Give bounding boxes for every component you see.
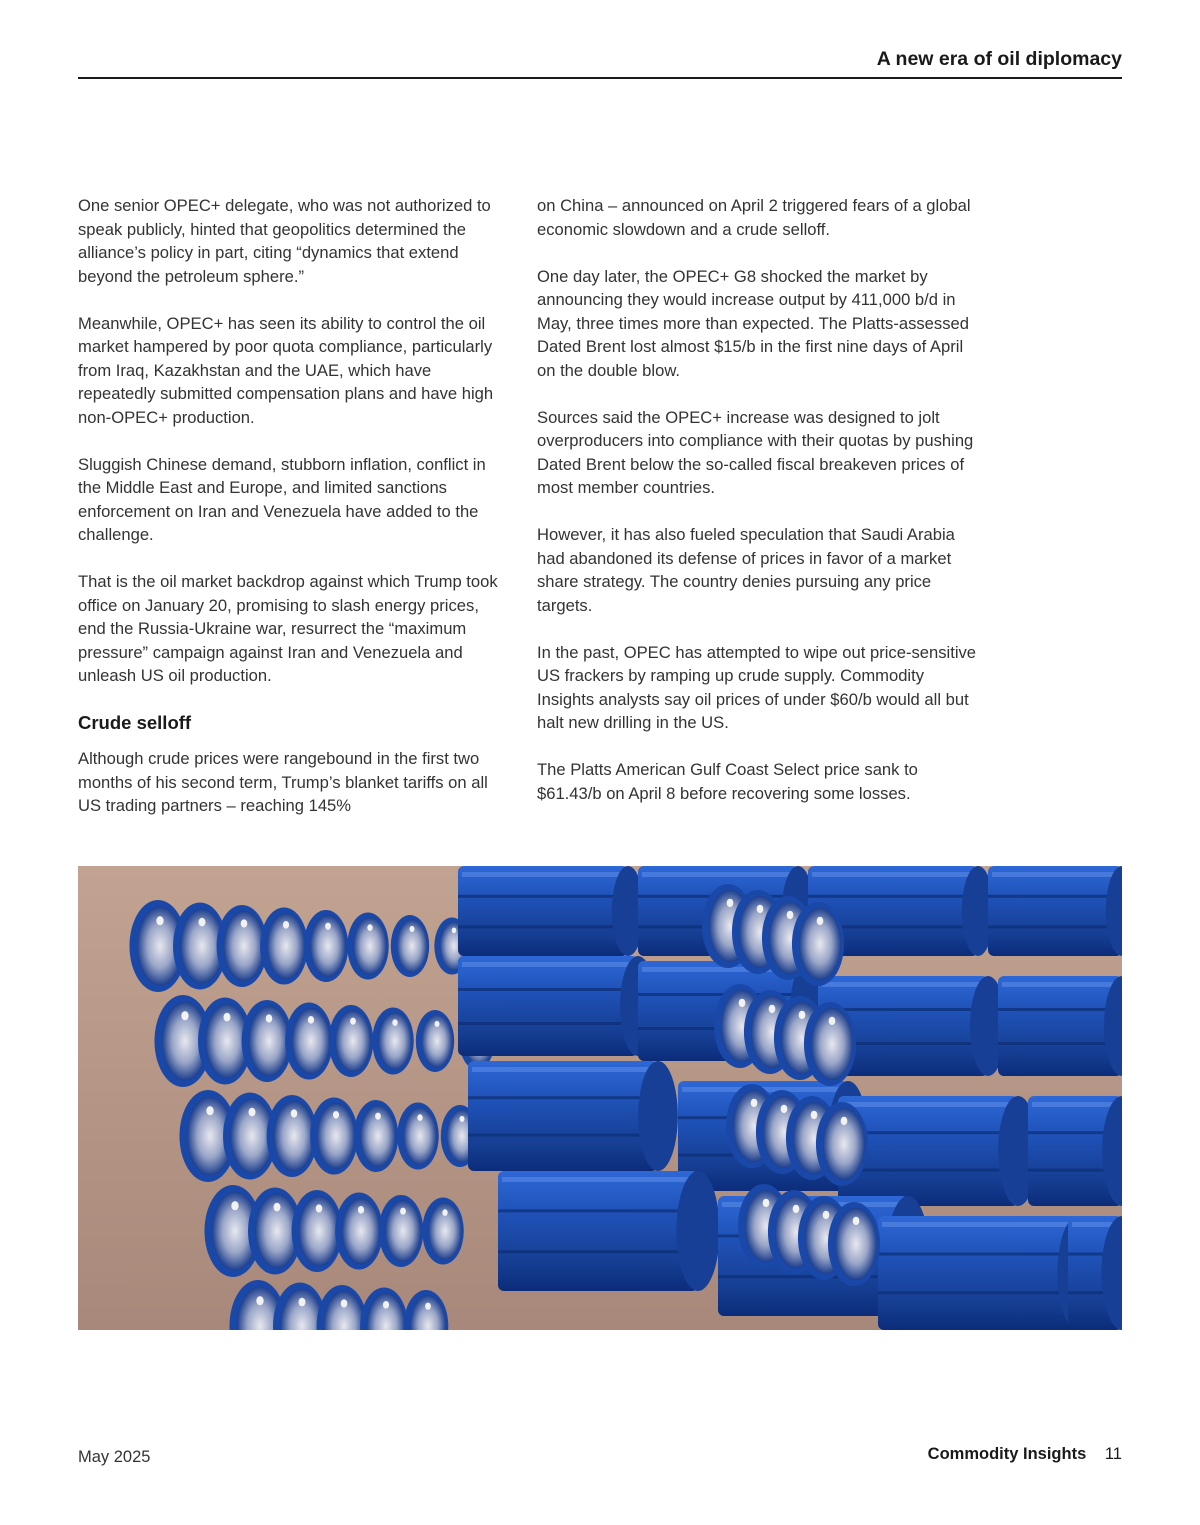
section-title: A new era of oil diplomacy xyxy=(876,48,1122,70)
barrel-end xyxy=(217,905,268,987)
paragraph: Meanwhile, OPEC+ has seen its ability to control the oil market hampered by poor quota compliance, particularly from Iraq, Kazakhstan and the UAE, which have repeatedly submitted compensation plans and have high non-OPEC+ production. xyxy=(78,313,494,427)
barrel-end xyxy=(347,913,389,980)
footer-brand xyxy=(928,1445,1122,1464)
barrel-end xyxy=(422,1198,464,1265)
paragraph: However, it has also fueled speculation that Saudi Arabia had abandoned its defense of prices in favor of a market share strategy. The country denies pursuing any price targets. xyxy=(537,525,955,615)
paragraph: Although crude prices were rangebound in the first two months of his second term, Trump’s blanket tariffs on all US trading partners – reaching 145% xyxy=(78,749,488,815)
barrel-end xyxy=(379,1195,424,1267)
paragraph: Sluggish Chinese demand, stubborn inflation, conflict in the Middle East and Europe, and limited sanctions enforcement on Iran and Venezuela have added to the challenge. xyxy=(78,454,486,544)
paragraph: In the past, OPEC has attempted to wipe out price-sensitive US frackers by ramping up crude supply. Commodity Insights analysts say oil prices of under $60/b would all but halt new drilling in the US. xyxy=(537,642,977,732)
oil-barrels-photo xyxy=(78,866,1122,1330)
running-header xyxy=(78,48,1122,79)
barrel-end xyxy=(310,1098,358,1175)
paragraph: That is the oil market backdrop against which Trump took office on January 20, promising to slash energy prices, end the Russia-Ukraine war, resurrect the “maximum pressure” campaign against Iran and Venezuela and unleash US oil production. xyxy=(78,572,498,685)
paragraph: on China – announced on April 2 triggered fears of a global economic slowdown and a crude selloff. xyxy=(537,196,971,239)
paragraph: One senior OPEC+ delegate, who was not authorized to speak publicly, hinted that geopolitics determined the alliance’s policy in part, citing “dynamics that extend beyond the petroleum sphere.” xyxy=(78,196,491,286)
barrel xyxy=(1068,1216,1122,1330)
barrel-end xyxy=(292,1190,343,1272)
barrel-end xyxy=(804,1002,856,1086)
barrel xyxy=(988,866,1122,956)
barrel-end xyxy=(285,1003,333,1080)
barrel xyxy=(838,1096,1038,1206)
brand-name: Commodity Insights xyxy=(927,1445,1087,1463)
barrel-end xyxy=(260,908,308,985)
barrel xyxy=(458,956,656,1056)
barrel-end xyxy=(267,1095,318,1177)
paragraph: The Platts American Gulf Coast Select price sank to $61.43/b on April 8 before recovering some losses. xyxy=(537,760,918,803)
right-column xyxy=(537,194,977,829)
barrel-end xyxy=(391,915,429,977)
paragraph: One day later, the OPEC+ G8 shocked the market by announcing they would increase output by 411,000 b/d in May, three times more than expected. The Platts-assessed Dated Brent lost almost $15/b in the first nine days of April on the double blow. xyxy=(537,266,969,380)
barrel-end xyxy=(792,902,844,986)
barrel-end xyxy=(828,1202,880,1286)
barrel-end xyxy=(335,1193,383,1270)
barrel-end xyxy=(242,1000,293,1082)
barrel-end xyxy=(372,1008,414,1075)
subheading: Crude selloff xyxy=(78,712,192,733)
oil-barrels-illustration xyxy=(78,866,1122,1330)
paragraph: Sources said the OPEC+ increase was designed to jolt overproducers into compliance with their quotas by pushing Dated Brent below the so-called fiscal breakeven prices of most member countries. xyxy=(537,407,974,497)
barrel-end xyxy=(816,1102,868,1186)
barrel-end xyxy=(397,1103,439,1170)
barrel xyxy=(878,1216,1099,1330)
barrel xyxy=(998,976,1122,1076)
barrel-end xyxy=(416,1010,454,1072)
barrel-end xyxy=(329,1005,374,1077)
left-column xyxy=(78,194,510,841)
page-number: 11 xyxy=(1104,1445,1122,1463)
barrel-end xyxy=(354,1100,399,1172)
barrel xyxy=(1028,1096,1122,1206)
barrel xyxy=(498,1171,720,1291)
barrel-end xyxy=(304,910,349,982)
footer-date: May 2025 xyxy=(78,1448,151,1466)
barrel xyxy=(468,1061,678,1171)
barrel xyxy=(458,866,644,956)
